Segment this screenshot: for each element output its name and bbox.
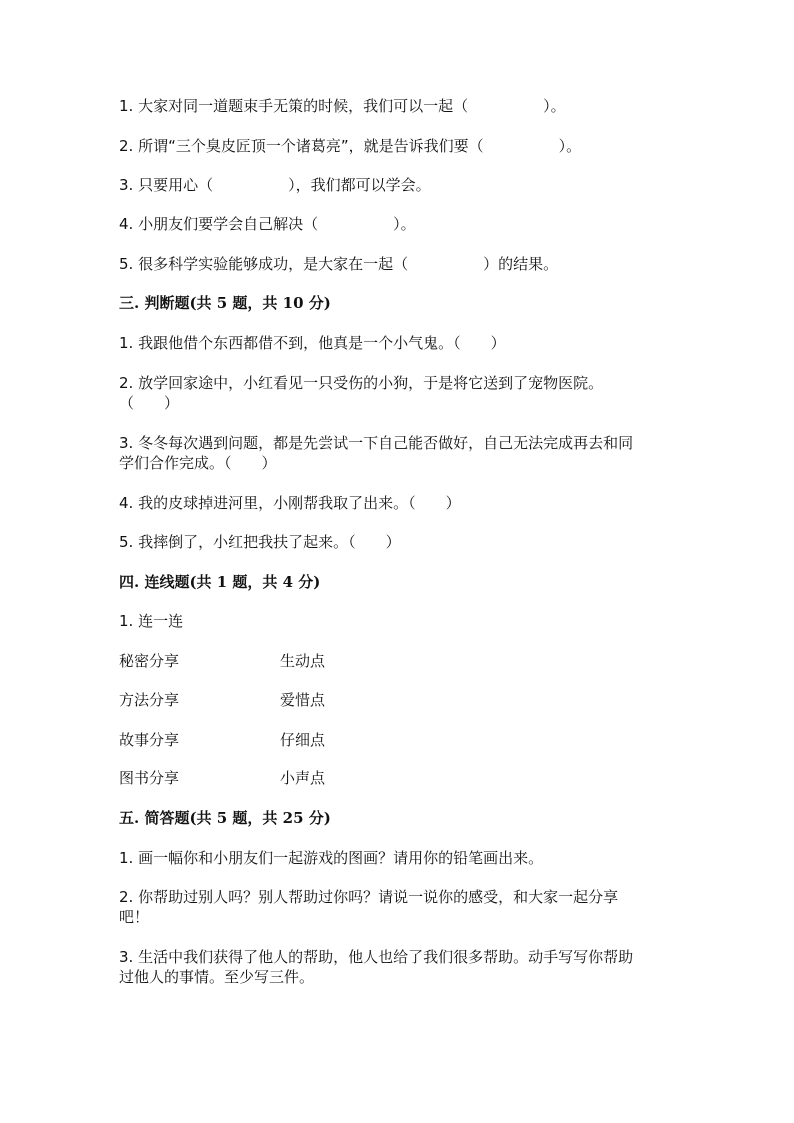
judge-question-5: 5. 我摔倒了，小红把我扶了起来。（ ） [119,533,401,551]
match-left-item: 秘密分享 [119,652,180,670]
fill-blank-question-3: 3. 只要用心（ ），我们都可以学会。 [119,176,431,194]
match-left-item: 方法分享 [119,691,180,709]
fill-blank-question-4: 4. 小朋友们要学会自己解决（ ）。 [119,215,416,233]
judge-question-2: 2. 放学回家途中，小红看见一只受伤的小狗，于是将它送到了宠物医院。 （ ） [119,374,604,412]
judge-question-3: 3. 冬冬每次遇到问题，都是先尝试一下自己能否做好，自己无法完成再去和同 学们合作完成。（ ） [119,434,634,472]
short-answer-question-2: 2. 你帮助过别人吗？别人帮助过你吗？请说一说你的感受，和大家一起分享 吧！ [119,888,619,926]
short-answer-question-1: 1. 画一幅你和小朋友们一起游戏的图画？请用你的铅笔画出来。 [119,849,544,867]
match-question: 1. 连一连 [119,612,184,630]
section-4-heading: 四. 连线题(共 1 题，共 4 分) [119,573,321,591]
match-right-item: 小声点 [280,769,326,787]
fill-blank-question-2: 2. 所谓“三个臭皮匠顶一个诸葛亮”，就是告诉我们要（ ）。 [119,137,582,155]
fill-blank-question-1: 1. 大家对同一道题束手无策的时候，我们可以一起（ ）。 [119,97,566,115]
judge-question-1: 1. 我跟他借个东西都借不到，他真是一个小气鬼。（ ） [119,334,506,352]
match-right-item: 仔细点 [280,731,326,749]
match-right-item: 生动点 [280,652,326,670]
match-left-item: 图书分享 [119,769,180,787]
match-left-item: 故事分享 [119,731,180,749]
match-right-item: 爱惜点 [280,691,326,709]
fill-blank-question-5: 5. 很多科学实验能够成功，是大家在一起（ ）的结果。 [119,255,559,273]
short-answer-question-3: 3. 生活中我们获得了他人的帮助，他人也给了我们很多帮助。动手写写你帮助 过他人的事情。至少写三件。 [119,948,634,986]
section-5-heading: 五. 简答题(共 5 题，共 25 分) [119,809,331,827]
section-3-heading: 三. 判断题(共 5 题，共 10 分) [119,294,331,312]
judge-question-4: 4. 我的皮球掉进河里，小刚帮我取了出来。（ ） [119,494,461,512]
